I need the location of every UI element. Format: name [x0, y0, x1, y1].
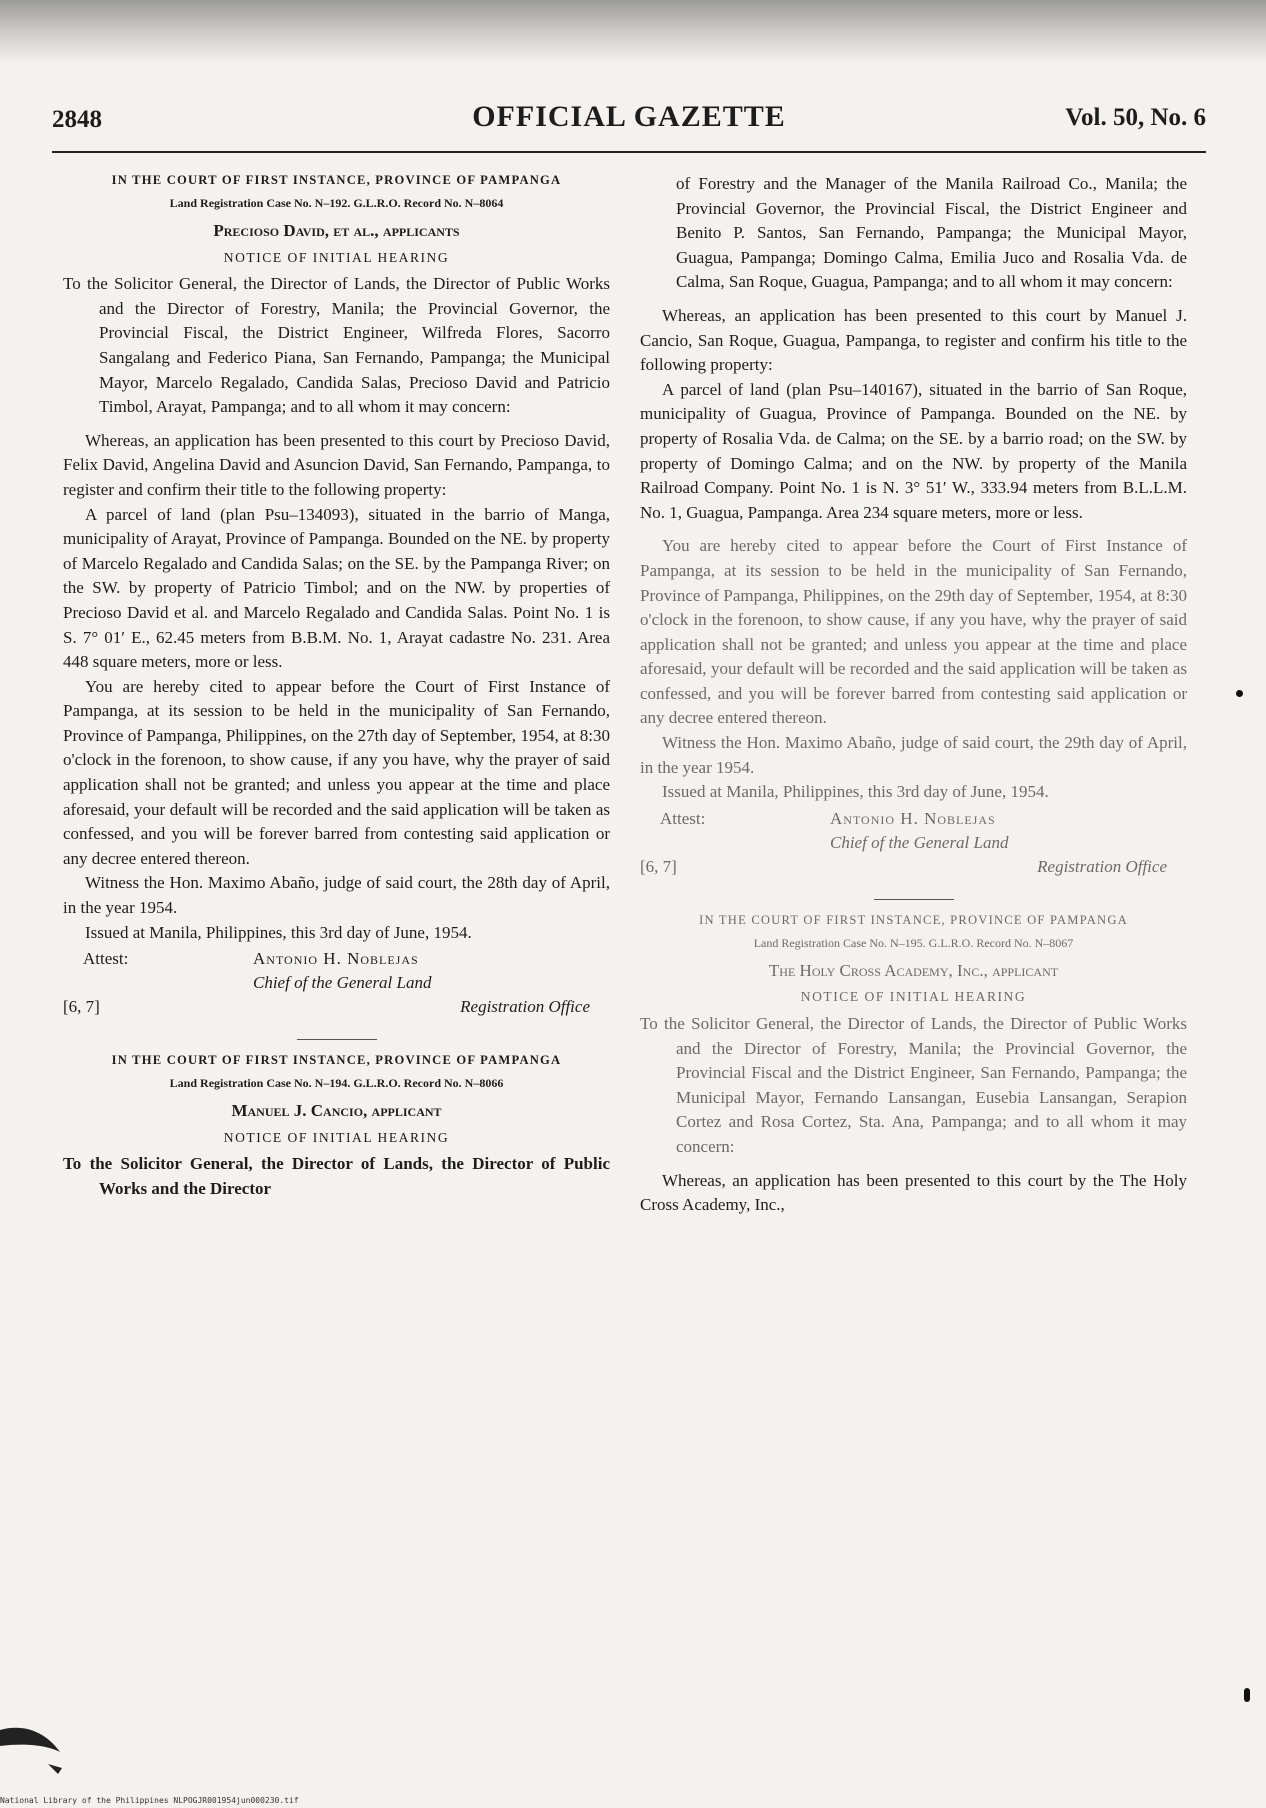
paragraph-whereas: Whereas, an application has been presented to this court by Precioso David, Felix David, Angelina David and Asuncion David, San Fernando, Pampanga, to register and confirm their title to the following property:	[63, 430, 610, 499]
paragraph-issued: Issued at Manila, Philippines, this 3rd day of June, 1954.	[662, 782, 1049, 802]
attest-name: Antonio H. Noblejas	[253, 949, 419, 969]
paragraph-property: A parcel of land (plan Psu–140167), situated in the barrio of San Roque, municipality of Guagua, Province of Pampanga. Bounded on the NE. by property of Rosalia Vda. de Calma; on the SE. by a barrio road; on the SW. by property of Domingo Calma; and on the NW. by property of the Manila Railroad Company. Point No. 1 is N. 3° 51′ W., 333.94 meters from B.L.L.M. No. 1, Guagua, Pampanga. Area 234 square meters, more or less.	[640, 379, 1187, 522]
attestation	[640, 807, 1187, 889]
paragraph-issued: Issued at Manila, Philippines, this 3rd day of June, 1954.	[85, 922, 472, 942]
notice-manuel-cancio-continued	[640, 172, 1187, 889]
applicant-line: Precioso David, et al., applicants	[213, 221, 460, 240]
attest-title-line2: Registration Office	[1037, 856, 1167, 876]
scan-corner-blot	[0, 1712, 86, 1782]
right-column	[640, 172, 1187, 1218]
attest-title-line1: Chief of the General Land	[830, 832, 1009, 852]
scan-speck	[1236, 690, 1243, 697]
left-column	[63, 172, 610, 1202]
case-number: Land Registration Case No. N–194. G.L.R.O. Record No. N–8066	[169, 1076, 504, 1091]
addressees: To the Solicitor General, the Director of Lands, the Director of Public Works and the Director of Forestry, Manila; the Provincial Governor, the Provincial Fiscal, the District Engineer, Wilfreda Flores, Sacorro Sangalang and Federico Piana, San Fernando, Pampanga; the Municipal Mayor, Marcelo Regalado, Candida Salas, Precioso David and Patricio Timbol, Arayat, Pampanga; and to all whom it may concern:	[63, 274, 610, 417]
addressees-end: of Forestry and the Manager of the Manila Railroad Co., Manila; the Provincial Governor, the Provincial Fiscal, the District Engineer and Benito P. Santos, San Fernando, Pampanga; the Municipal Mayor, Guagua, Pampanga; Domingo Calma, Emilia Juco and Rosalia Vda. de Calma, San Roque, Guagua, Pampanga; and to all whom it may concern:	[676, 174, 1187, 292]
addressees-start: To the Solicitor General, the Director of Lands, the Director of Public Works and the Director	[63, 1154, 610, 1198]
paragraph-witness: Witness the Hon. Maximo Abaño, judge of said court, the 28th day of April, in the year 1954.	[63, 873, 610, 918]
volume-number: Vol. 50, No. 6	[1065, 104, 1206, 131]
case-number: Land Registration Case No. N–192. G.L.R.O. Record No. N–8064	[169, 196, 504, 210]
header-rule	[52, 151, 1206, 153]
page-number: 2848	[52, 106, 102, 133]
attest-title-line1: Chief of the General Land	[253, 973, 432, 993]
paragraph-citation: You are hereby cited to appear before the Court of First Instance of Pampanga, at its session to be held in the municipality of San Fernando, Province of Pampanga, Philippines, on the 27th day of September, 1954, at 8:30 o'clock in the forenoon, to show cause, if any you have, why the prayer of said application shall not be granted; and unless you appear at the time and place aforesaid, your default will be recorded and the said application will be taken as confessed, and you will be forever barred from contesting said application or any decree entered thereon.	[63, 676, 610, 868]
notice-title: NOTICE OF INITIAL HEARING	[223, 1129, 450, 1145]
attest-name: Antonio H. Noblejas	[830, 808, 996, 828]
paragraph-witness: Witness the Hon. Maximo Abaño, judge of said court, the 29th day of April, in the year 1954.	[640, 733, 1187, 777]
attest-label: Attest:	[83, 949, 129, 969]
scan-speck	[1244, 1688, 1250, 1702]
issue-reference: [6, 7]	[63, 997, 100, 1017]
attest-label: Attest:	[660, 808, 706, 828]
paragraph-whereas: Whereas, an application has been presented to this court by the The Holy Cross Academy, Inc.,	[640, 1170, 1187, 1215]
notice-manuel-cancio	[63, 1052, 610, 1201]
scan-top-shadow	[0, 0, 1266, 64]
paragraph-property: A parcel of land (plan Psu–134093), situated in the barrio of Manga, municipality of Arayat, Province of Pampanga. Bounded on the NE. by property of Marcelo Regalado and Candida Salas; on the SE. by the Pampanga River; on the SW. by property of Patricio Timbol; and on the NW. by properties of Precioso David et al. and Marcelo Regalado and Candida Salas. Point No. 1 is S. 7° 01′ E., 62.45 meters from B.B.M. No. 1, Arayat cadastre No. 231. Area 448 square meters, more or less.	[63, 504, 610, 672]
scan-footer: National Library of the Philippines NLPOGJR001954jun000230.tif	[0, 1796, 299, 1805]
attestation	[63, 947, 610, 1029]
notice-title: NOTICE OF INITIAL HEARING	[800, 989, 1027, 1005]
page-header	[52, 100, 1206, 144]
notice-holy-cross-academy	[640, 912, 1187, 1218]
paragraph-citation: You are hereby cited to appear before the Court of First Instance of Pampanga, at its session to be held in the municipality of San Fernando, Province of Pampanga, Philippines, on the 29th day of September, 1954, at 8:30 o'clock in the forenoon, to show cause, if any you have, why the prayer of said application shall not be granted; and unless you appear at the time and place aforesaid, your default will be recorded and the said application will be taken as confessed, and you will be forever barred from contesting said application or any decree entered thereon.	[640, 536, 1187, 728]
publication-title: OFFICIAL GAZETTE	[472, 100, 786, 133]
notice-separator	[874, 899, 954, 900]
court-heading: IN THE COURT OF FIRST INSTANCE, PROVINCE OF PAMPANGA	[111, 173, 562, 187]
court-heading: IN THE COURT OF FIRST INSTANCE, PROVINCE OF PAMPANGA	[699, 912, 1128, 927]
issue-reference: [6, 7]	[640, 856, 677, 876]
applicant-line: The Holy Cross Academy, Inc., applicant	[768, 960, 1059, 980]
notice-title: NOTICE OF INITIAL HEARING	[223, 249, 450, 265]
addressees: To the Solicitor General, the Director of Lands, the Director of Public Works and the Director of Forestry, Manila; the Provincial Governor, the Provincial Fiscal and the District Engineer, San Fernando, Pampanga; the Municipal Mayor, Fernando Lansangan, Eusebia Lansangan, Serapion Cortez and Rosa Cortez, Sta. Ana, Pampanga; and to all whom it may concern:	[640, 1014, 1187, 1156]
attest-title-line2: Registration Office	[460, 997, 590, 1017]
case-number: Land Registration Case No. N–195. G.L.R.O. Record No. N–8067	[753, 935, 1074, 950]
notice-separator	[297, 1039, 377, 1040]
notice-precioso-david	[63, 172, 610, 1029]
paragraph-whereas: Whereas, an application has been presented to this court by Manuel J. Cancio, San Roque, Guagua, Pampanga, to register and confirm his title to the following property:	[640, 305, 1187, 375]
court-heading: IN THE COURT OF FIRST INSTANCE, PROVINCE OF PAMPANGA	[111, 1053, 562, 1068]
applicant-line: Manuel J. Cancio, applicant	[231, 1101, 442, 1121]
